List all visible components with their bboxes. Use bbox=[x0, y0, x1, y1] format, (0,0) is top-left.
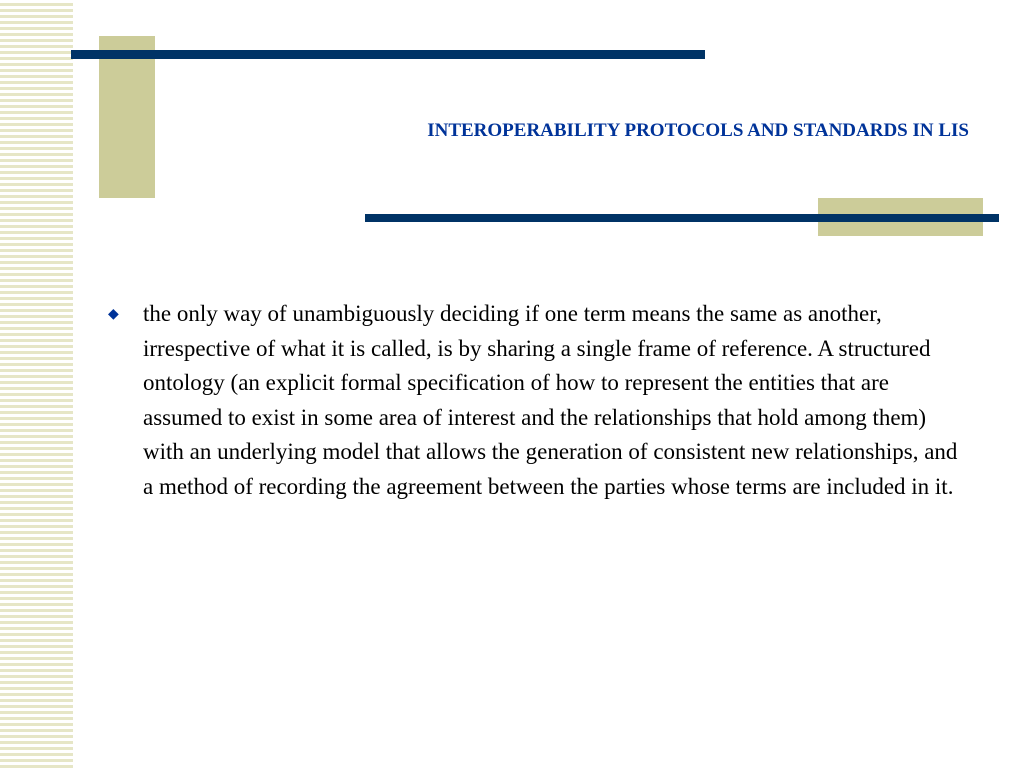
bullet-item bbox=[108, 297, 958, 504]
diamond-bullet-icon: ◆ bbox=[108, 306, 119, 322]
slide-title: INTEROPERABILITY PROTOCOLS AND STANDARDS IN LIS bbox=[427, 120, 969, 141]
navy-bar-bottom bbox=[365, 214, 999, 222]
olive-accent-block-top bbox=[99, 36, 155, 198]
bullet-text: the only way of unambiguously deciding if one term means the same as another, irrespective of what it is called, is by sharing a single frame of reference. A structured ontology (an explicit formal specification of how to represent the entities that are assumed to exist in some area of interest and the relationships that hold among them) with an underlying model that allows the generation of consistent new relationships, and a method of recording the agreement between the parties whose terms are included in it. bbox=[143, 301, 958, 499]
left-stripe-decoration bbox=[0, 0, 73, 768]
slide-content bbox=[108, 297, 958, 504]
navy-bar-top bbox=[71, 50, 705, 59]
